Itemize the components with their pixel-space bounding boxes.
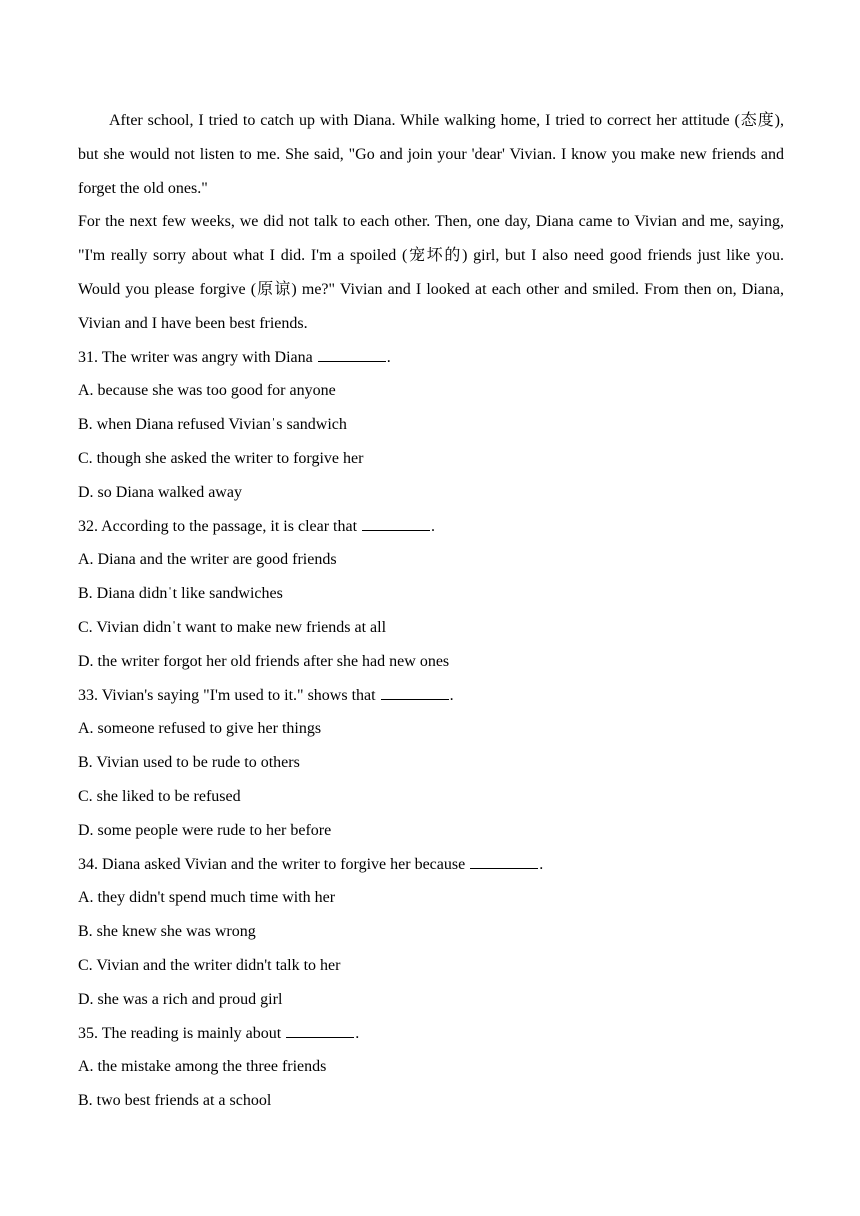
answer-option: C. Vivian and the writer didn't talk to her — [78, 956, 341, 974]
answer-option: B. two best friends at a school — [78, 1092, 272, 1110]
passage-paragraph: For the next few weeks, we did not talk to each other. Then, one day, Diana came to Vivian and me, saying, "I'm really sorry about what I did. I'm a spoiled (宠坏的) girl, but I also need good friends just like you. Would you please forgive (原谅) me?" Vivian and I looked at each other and smiled. From then on, Diana, Vivian and I have been best friends. — [78, 213, 784, 332]
answer-option: B. Vivian used to be rude to others — [78, 754, 300, 772]
answer-option: C. though she asked the writer to forgive her — [78, 449, 364, 467]
answer-option: B. she knew she was wrong — [78, 923, 256, 941]
answer-blank — [362, 518, 430, 531]
answer-blank — [470, 856, 538, 869]
question-stem: 31. The writer was angry with Diana . — [78, 348, 391, 366]
question-stem: 33. Vivian's saying "I'm used to it." shows that . — [78, 686, 454, 704]
question-32 — [78, 510, 784, 679]
answer-option: D. the writer forgot her old friends after she had new ones — [78, 652, 450, 670]
answer-option: C. she liked to be refused — [78, 787, 241, 805]
answer-option: B. when Diana refused Vivianˈs sandwich — [78, 416, 347, 434]
question-stem: 32. According to the passage, it is clear that . — [78, 517, 436, 535]
answer-option: A. Diana and the writer are good friends — [78, 551, 337, 569]
question-stem: 35. The reading is mainly about . — [78, 1024, 360, 1042]
answer-option: A. someone refused to give her things — [78, 720, 322, 738]
answer-blank — [318, 349, 386, 362]
question-34 — [78, 848, 784, 1017]
answer-option: C. Vivian didnˈt want to make new friends at all — [78, 618, 387, 636]
question-35 — [78, 1017, 784, 1118]
answer-option: D. she was a rich and proud girl — [78, 990, 283, 1008]
answer-blank — [381, 687, 449, 700]
question-33 — [78, 679, 784, 848]
answer-option: D. so Diana walked away — [78, 483, 242, 501]
document-page — [78, 104, 784, 1118]
question-stem: 34. Diana asked Vivian and the writer to forgive her because . — [78, 855, 544, 873]
answer-option: B. Diana didnˈt like sandwiches — [78, 585, 283, 603]
answer-option: A. the mistake among the three friends — [78, 1058, 327, 1076]
answer-option: A. because she was too good for anyone — [78, 382, 336, 400]
passage-paragraph: After school, I tried to catch up with Diana. While walking home, I tried to correct her attitude (态度), but she would not listen to me. She said, "Go and join your 'dear' Vivian. I know you make new friends and forget the old ones." — [78, 112, 784, 197]
answer-option: D. some people were rude to her before — [78, 821, 332, 839]
answer-blank — [286, 1025, 354, 1038]
question-31 — [78, 341, 784, 510]
answer-option: A. they didn't spend much time with her — [78, 889, 336, 907]
